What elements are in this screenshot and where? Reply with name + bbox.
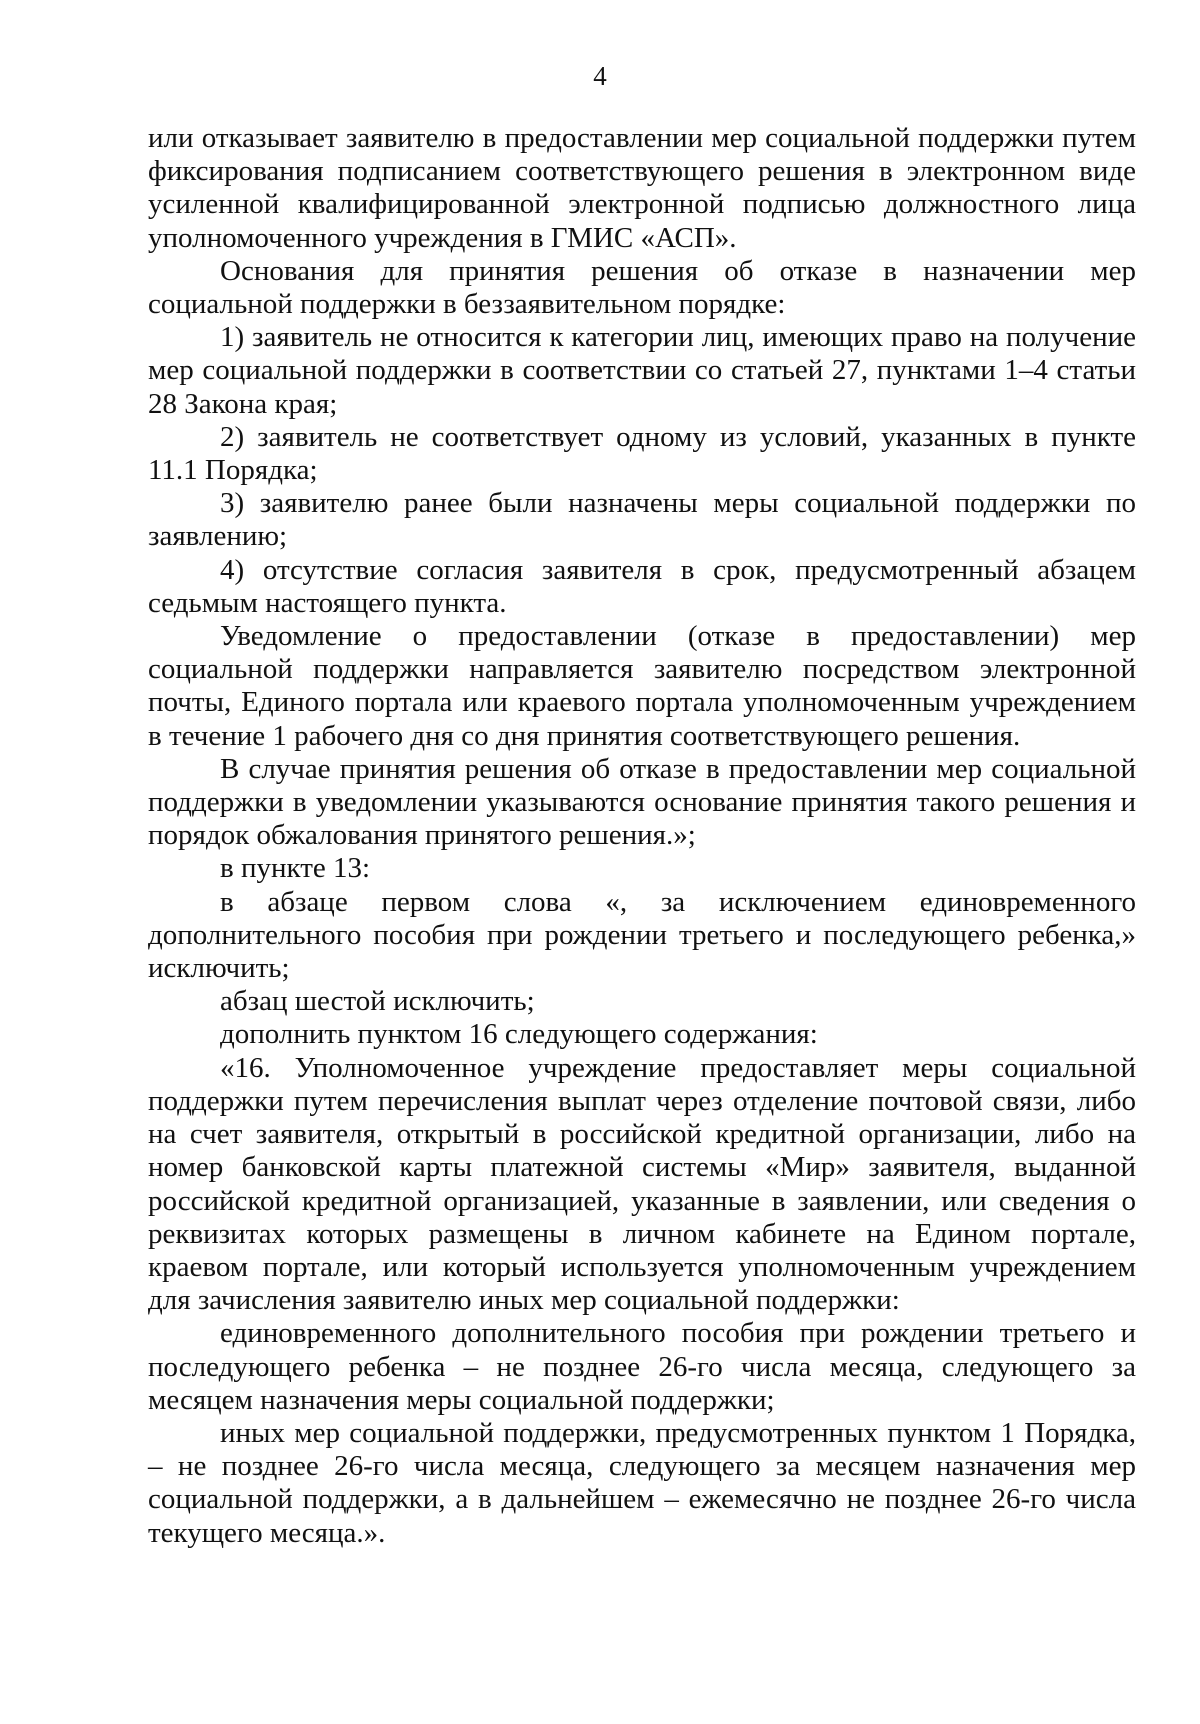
paragraph-one-time-allowance: единовременного дополнительного пособия при рождении третьего и последующего ребенка – не позднее 26-го числа месяца, следующего за месяцем назначения меры социальной поддержки; <box>148 1317 1136 1416</box>
paragraph-notification: Уведомление о предоставлении (отказе в предоставлении) мер социальной поддержки направляется заявителю посредством электронной почты, Единого портала или краевого портала уполномоченным учреждением в течение 1 рабочего дня со дня принятия соответствующего решения. <box>148 620 1136 752</box>
paragraph-add-point-16: дополнить пунктом 16 следующего содержания: <box>220 1018 818 1051</box>
paragraph-continuation: или отказывает заявителю в предоставлении мер социальной поддержки путем фиксирования подписанием соответствующего решения в электронном виде усиленной квалифицированной электронной подписью должностного лица уполномоченного учреждения в ГМИС «АСП». <box>148 122 1136 254</box>
paragraph-point-13: в пункте 13: <box>220 852 371 885</box>
paragraph-refusal-notice: В случае принятия решения об отказе в предоставлении мер социальной поддержки в уведомлении указываются основание принятия такого решения и порядок обжалования принятого решения.»; <box>148 752 1136 852</box>
list-item-1: 1) заявитель не относится к категории лиц, имеющих право на получение мер социальной поддержки в соответствии со статьей 27, пунктами 1–4 статьи 28 Закона края; <box>148 321 1136 420</box>
paragraph-other-measures: иных мер социальной поддержки, предусмотренных пунктом 1 Порядка, – не позднее 26-го числа месяца, следующего за месяцем назначения мер социальной поддержки, а в дальнейшем – ежемесячно не позднее 26-го числа текущего месяца.». <box>148 1416 1136 1549</box>
list-item-3: 3) заявителю ранее были назначены меры социальной поддержки по заявлению; <box>148 487 1136 553</box>
paragraph-grounds-intro: Основания для принятия решения об отказе в назначении мер социальной поддержки в беззаявительном порядке: <box>148 254 1136 321</box>
paragraph-first-abzac: в абзаце первом слова «, за исключением единовременного дополнительного пособия при рождении третьего и последующего ребенка,» исключить; <box>148 885 1136 985</box>
document-body <box>148 122 1136 1550</box>
paragraph-point-16: «16. Уполномоченное учреждение предоставляет меры социальной поддержки путем перечисления выплат через отделение почтовой связи, либо на счет заявителя, открытый в российской кредитной организации, либо на номер банковской карты платежной системы «Мир» заявителя, выданной российской кредитной организацией, указанные в заявлении, или сведения о реквизитах которых размещены в личном кабинете на Едином портале, краевом портале, или который используется уполномоченным учреждением для зачисления заявителю иных мер социальной поддержки: <box>148 1051 1136 1317</box>
page-number: 4 <box>593 61 607 91</box>
list-item-2: 2) заявитель не соответствует одному из условий, указанных в пункте 11.1 Порядка; <box>148 420 1136 487</box>
paragraph-sixth-abzac: абзац шестой исключить; <box>220 985 535 1018</box>
list-item-4: 4) отсутствие согласия заявителя в срок, предусмотренный абзацем седьмым настоящего пункта. <box>148 553 1136 619</box>
